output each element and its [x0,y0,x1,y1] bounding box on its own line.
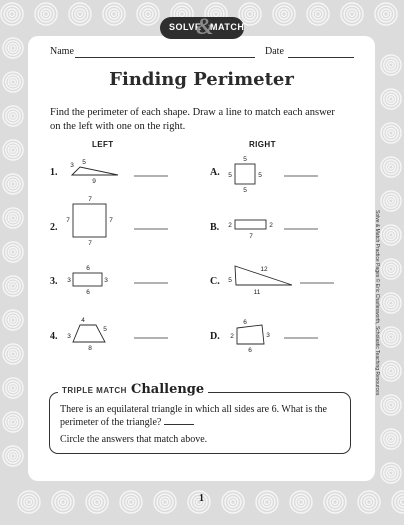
item-2-label-top: 7 [88,196,92,203]
challenge-question-block [60,403,342,429]
item-2-label-right: 7 [109,217,113,224]
date-label: Date [265,46,284,57]
item-c-label-top: 12 [260,266,268,273]
item-b-letter: B. [210,222,220,233]
item-4-label-left: 3 [67,333,71,340]
item-d-label-right: 3 [266,332,270,339]
item-a-letter: A. [210,167,220,178]
challenge-prefix: TRIPLE MATCH [62,386,127,395]
item-4-label-right: 5 [103,326,107,333]
item-4-quadrilateral [73,325,105,342]
item-b-label-bottom: 7 [249,233,253,240]
item-d-quadrilateral [237,325,264,344]
challenge-instruction: Circle the answers that match above. [60,434,208,445]
item-b-label-right: 2 [269,222,273,229]
item-a-label-bottom: 5 [243,187,247,194]
item-c-label-bottom: 11 [253,289,261,296]
item-2-label-left: 7 [66,217,70,224]
item-d-label-bottom: 6 [248,347,252,354]
item-a-square [235,164,255,184]
item-2-square [73,204,106,237]
item-a-label-top: 5 [243,156,247,163]
item-2-label-bottom: 7 [88,240,92,247]
name-label: Name [50,46,74,57]
banner-ampersand: & [196,14,214,39]
banner-match-word: MATCH [210,22,245,32]
left-column-heading: LEFT [92,140,114,149]
item-2-number: 2. [50,222,58,233]
challenge-title [58,380,208,400]
item-3-label-left: 3 [67,277,71,284]
page-title: Finding Perimeter [109,69,294,90]
page-number: 1 [199,493,204,504]
item-b-label-left: 2 [228,222,232,229]
item-a-label-right: 5 [258,172,262,179]
item-4-label-bottom: 8 [88,345,92,352]
item-c-letter: C. [210,276,220,287]
item-3-label-right: 3 [104,277,108,284]
right-column-heading: RIGHT [249,140,276,149]
challenge-question: There is an equilateral triangle in which all sides are 6. What is the perimeter of the triangle? [60,404,327,428]
item-1-triangle [72,167,118,175]
item-3-label-bottom: 6 [86,289,90,296]
challenge-word: Challenge [130,382,205,397]
item-1-label-left: 3 [70,162,74,169]
item-1-number: 1. [50,167,58,178]
item-3-number: 3. [50,276,58,287]
item-4-label-top: 4 [81,317,85,324]
item-3-label-top: 6 [86,265,90,272]
item-a-label-left: 5 [228,172,232,179]
banner-solve-word: SOLVE [169,22,202,32]
item-d-label-top: 6 [243,319,247,326]
item-d-letter: D. [210,331,220,342]
item-b-rectangle [235,220,266,229]
item-c-label-left: 5 [228,277,232,284]
item-4-number: 4. [50,331,58,342]
instructions: Find the perimeter of each shape. Draw a line to match each answer on the left with one on the right. [50,107,335,132]
item-3-rectangle [73,273,102,286]
item-1-label-bottom: 9 [92,178,96,185]
item-1-label-top: 5 [82,159,86,166]
item-d-label-left: 2 [230,333,234,340]
challenge-answer-line[interactable] [164,424,194,425]
copyright-credit: Solve & Match Practice Pages © Eric Charlesworth, Scholastic Teaching Resources [374,210,380,396]
